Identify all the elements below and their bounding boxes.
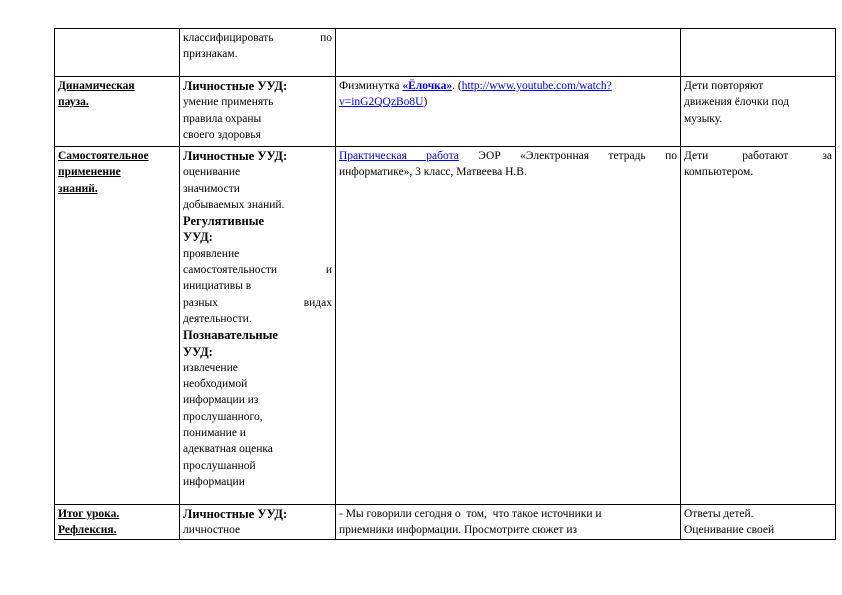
uud-cell	[180, 505, 336, 540]
children-text: Дети работают за	[684, 150, 832, 162]
stage-cell	[55, 147, 180, 505]
video-title-link[interactable]: «Ёлочка»	[402, 80, 453, 92]
uud-text: разных видах	[183, 296, 332, 309]
uud-text: классифицировать по	[183, 32, 332, 44]
stage-title: применение	[58, 166, 121, 179]
children-text: Ответы детей.	[684, 508, 754, 520]
children-text: движения ёлочки под	[684, 96, 789, 109]
children-cell	[681, 505, 836, 540]
uud-heading: Регулятивные УУД:	[183, 214, 265, 245]
stage-title: Рефлексия.	[58, 524, 117, 537]
uud-text: прослушанной	[183, 459, 256, 472]
children-cell	[681, 77, 836, 147]
uud-cell	[180, 29, 336, 77]
children-cell	[681, 29, 836, 77]
children-cell	[681, 147, 836, 505]
uud-text: прослушанного,	[183, 410, 263, 423]
table-row	[55, 147, 836, 505]
stage-title: Итог урока.	[58, 508, 120, 520]
stage-title: Самостоятельное	[58, 150, 149, 162]
content-text: ЭОР «Электронная тетрадь по	[458, 150, 678, 162]
uud-heading: Личностные УУД:	[183, 149, 288, 163]
stage-title: знаний.	[58, 182, 98, 195]
children-text: компьютером.	[684, 166, 754, 179]
uud-text: необходимой	[183, 378, 248, 391]
uud-text: умение применять	[183, 96, 274, 109]
uud-text: самостоятельности и	[183, 264, 332, 277]
uud-text: информации	[183, 475, 245, 488]
uud-text: признакам.	[183, 48, 238, 61]
uud-cell	[180, 147, 336, 505]
uud-text: проявление	[183, 247, 240, 260]
uud-cell	[180, 77, 336, 147]
stage-cell	[55, 505, 180, 540]
table-row	[55, 505, 836, 540]
uud-text: оценивание	[183, 166, 241, 179]
uud-heading: Личностные УУД:	[183, 79, 288, 93]
uud-heading: Личностные УУД:	[183, 507, 288, 521]
uud-text: своего здоровья	[183, 128, 261, 141]
content-text: Физминутка	[339, 80, 403, 92]
practical-work-link[interactable]: Практическая работа	[339, 150, 459, 162]
uud-text: личностное	[183, 524, 241, 537]
children-text: Дети повторяют	[684, 80, 764, 92]
youtube-url-link[interactable]: http://www.youtube.com/watch?	[461, 80, 612, 92]
uud-text: инициативы в	[183, 280, 252, 293]
uud-text: правила охраны	[183, 112, 262, 125]
youtube-url-link[interactable]: v=inG2QQzBo8U	[339, 96, 424, 109]
children-text: Оценивание своей	[684, 524, 775, 537]
stage-title: пауза.	[58, 96, 89, 109]
uud-heading: Познавательные УУД:	[183, 328, 278, 359]
content-text: информатике», 3 класс, Матвеева Н.В.	[339, 166, 527, 179]
table-row	[55, 77, 836, 147]
children-text: музыку.	[684, 112, 723, 125]
lesson-plan-table	[54, 28, 836, 540]
uud-text: адекватная оценка	[183, 443, 273, 456]
uud-text: понимание и	[183, 427, 246, 440]
content-text: )	[423, 96, 428, 109]
uud-text: извлечение	[183, 361, 238, 374]
content-cell	[336, 77, 681, 147]
uud-text: информации из	[183, 394, 259, 407]
uud-text: деятельности.	[183, 312, 252, 325]
uud-text: значимости	[183, 182, 240, 195]
stage-title: Динамическая	[58, 80, 135, 92]
content-text: . (	[452, 80, 462, 92]
content-cell	[336, 29, 681, 77]
stage-cell	[55, 29, 180, 77]
content-text: приемники информации. Просмотрите сюжет из	[339, 524, 578, 537]
uud-text: добываемых знаний.	[183, 198, 285, 211]
table-row	[55, 29, 836, 77]
content-cell	[336, 505, 681, 540]
content-text: - Мы говорили сегодня о том, что такое источники и	[339, 508, 602, 520]
content-cell	[336, 147, 681, 505]
stage-cell	[55, 77, 180, 147]
